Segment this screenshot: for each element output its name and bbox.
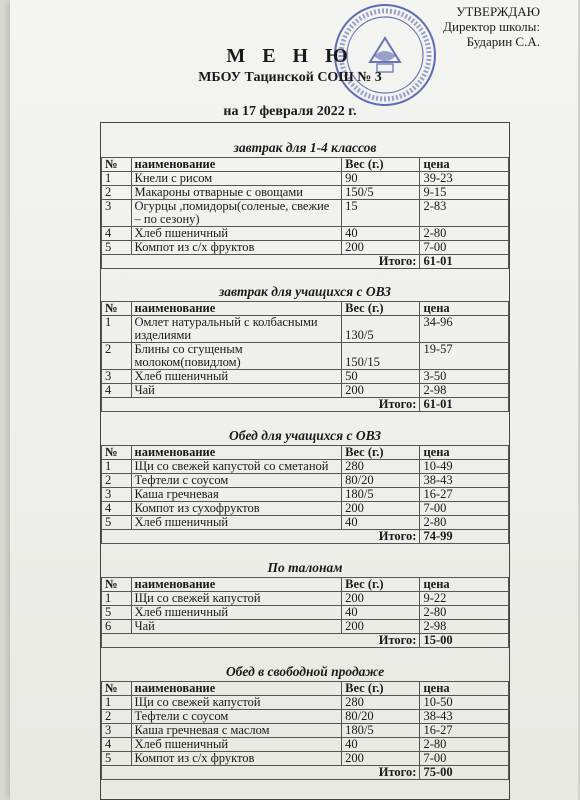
cell-name: Тефтели с соусом (131, 474, 342, 488)
table-row (102, 502, 509, 516)
menu-section (101, 427, 509, 544)
cell-no: 1 (102, 460, 132, 474)
total-row (102, 530, 509, 544)
cell-weight: 150/5 (342, 186, 420, 200)
cell-name: Щи со свежей капустой со сметаной (131, 460, 342, 474)
table-row (102, 460, 509, 474)
col-header-no: № (102, 302, 132, 316)
cell-price: 9-22 (420, 592, 509, 606)
cell-no: 5 (102, 752, 132, 766)
cell-name: Каша гречневая (131, 488, 342, 502)
col-header-weight: Вес (г.) (342, 682, 420, 696)
cell-name: Блины со сгущеным молоком(повидлом) (131, 343, 342, 370)
cell-name: Тефтели с соусом (131, 710, 342, 724)
table-row (102, 488, 509, 502)
cell-weight: 80/20 (342, 710, 420, 724)
col-header-price: цена (420, 578, 509, 592)
table-row (102, 592, 509, 606)
cell-no: 1 (102, 696, 132, 710)
menu-section (101, 559, 509, 648)
table-row (102, 696, 509, 710)
cell-price: 9-15 (420, 186, 509, 200)
table-row (102, 516, 509, 530)
table-header-row (102, 302, 509, 316)
menu-section (101, 283, 509, 412)
table-row (102, 200, 509, 227)
cell-price: 38-43 (420, 474, 509, 488)
cell-weight: 200 (342, 752, 420, 766)
section-title: завтрак для учащихся с ОВЗ (218, 284, 392, 299)
cell-name: Чай (131, 620, 342, 634)
cell-no: 2 (102, 186, 132, 200)
table-header-row (102, 158, 509, 172)
total-value: 61-01 (420, 255, 509, 269)
table-header-row (102, 446, 509, 460)
cell-name: Макароны отварные с овощами (131, 186, 342, 200)
menu-table (101, 445, 509, 544)
table-row (102, 724, 509, 738)
cell-weight: 90 (342, 172, 420, 186)
section-title: завтрак для 1-4 классов (233, 140, 377, 155)
cell-no: 2 (102, 474, 132, 488)
col-header-name: наименование (131, 682, 342, 696)
total-value: 15-00 (420, 634, 509, 648)
cell-weight: 280 (342, 696, 420, 710)
cell-name: Хлеб пшеничный (131, 516, 342, 530)
cell-weight: 130/5 (342, 316, 420, 343)
cell-price: 2-98 (420, 384, 509, 398)
menu-date: на 17 февраля 2022 г. (223, 104, 357, 119)
total-value: 74-99 (420, 530, 509, 544)
col-header-price: цена (420, 302, 509, 316)
cell-no: 2 (102, 343, 132, 370)
cell-weight: 150/15 (342, 343, 420, 370)
table-row (102, 738, 509, 752)
cell-price: 2-98 (420, 620, 509, 634)
col-header-no: № (102, 682, 132, 696)
cell-price: 3-50 (420, 370, 509, 384)
col-header-name: наименование (131, 578, 342, 592)
col-header-name: наименование (131, 158, 342, 172)
cell-weight: 40 (342, 516, 420, 530)
table-row (102, 384, 509, 398)
cell-price: 2-80 (420, 227, 509, 241)
col-header-weight: Вес (г.) (342, 302, 420, 316)
table-row (102, 710, 509, 724)
table-row (102, 606, 509, 620)
cell-weight: 200 (342, 241, 420, 255)
cell-weight: 80/20 (342, 474, 420, 488)
cell-name: Щи со свежей капустой (131, 592, 342, 606)
cell-no: 1 (102, 316, 132, 343)
school-name: МБОУ Тацинской СОШ № 3 (198, 70, 382, 85)
col-header-weight: Вес (г.) (342, 158, 420, 172)
total-row (102, 766, 509, 780)
cell-no: 1 (102, 592, 132, 606)
cell-price: 39-23 (420, 172, 509, 186)
menu-table (101, 681, 509, 780)
cell-price: 34-96 (420, 316, 509, 343)
col-header-price: цена (420, 446, 509, 460)
col-header-no: № (102, 446, 132, 460)
cell-weight: 40 (342, 227, 420, 241)
cell-price: 16-27 (420, 488, 509, 502)
total-value: 75-00 (420, 766, 509, 780)
cell-name: Каша гречневая с маслом (131, 724, 342, 738)
approve-position: Директор школы: (443, 19, 540, 34)
total-label: Итого: (102, 255, 420, 269)
table-row (102, 186, 509, 200)
cell-name: Компот из с/х фруктов (131, 241, 342, 255)
col-header-weight: Вес (г.) (342, 578, 420, 592)
col-header-name: наименование (131, 302, 342, 316)
table-row (102, 316, 509, 343)
total-row (102, 398, 509, 412)
cell-name: Компот из с/х фруктов (131, 752, 342, 766)
cell-name: Огурцы ,помидоры(соленые, свежие – по сезону) (131, 200, 342, 227)
cell-name: Компот из сухофруктов (131, 502, 342, 516)
cell-weight: 280 (342, 460, 420, 474)
cell-name: Хлеб пшеничный (131, 227, 342, 241)
cell-weight: 40 (342, 738, 420, 752)
section-title: Обед в свободной продаже (225, 664, 385, 679)
total-row (102, 255, 509, 269)
menu-table (101, 301, 509, 412)
cell-weight: 180/5 (342, 724, 420, 738)
table-row (102, 474, 509, 488)
cell-no: 4 (102, 502, 132, 516)
table-row (102, 172, 509, 186)
col-header-weight: Вес (г.) (342, 446, 420, 460)
total-label: Итого: (102, 634, 420, 648)
cell-weight: 40 (342, 606, 420, 620)
cell-name: Чай (131, 384, 342, 398)
col-header-no: № (102, 158, 132, 172)
cell-no: 6 (102, 620, 132, 634)
cell-name: Хлеб пшеничный (131, 606, 342, 620)
cell-no: 3 (102, 200, 132, 227)
cell-price: 38-43 (420, 710, 509, 724)
table-header-row (102, 578, 509, 592)
cell-no: 1 (102, 172, 132, 186)
cell-price: 2-80 (420, 516, 509, 530)
menu-frame (100, 122, 510, 800)
cell-name: Хлеб пшеничный (131, 738, 342, 752)
cell-price: 10-49 (420, 460, 509, 474)
total-label: Итого: (102, 530, 420, 544)
approve-heading: УТВЕРЖДАЮ (456, 4, 540, 19)
cell-price: 7-00 (420, 752, 509, 766)
approve-signatory: Бударин С.А. (466, 34, 540, 49)
total-value: 61-01 (420, 398, 509, 412)
col-header-name: наименование (131, 446, 342, 460)
cell-price: 2-80 (420, 738, 509, 752)
cell-no: 4 (102, 384, 132, 398)
cell-weight: 180/5 (342, 488, 420, 502)
cell-weight: 200 (342, 384, 420, 398)
cell-price: 7-00 (420, 241, 509, 255)
table-header-row (102, 682, 509, 696)
cell-weight: 200 (342, 592, 420, 606)
col-header-price: цена (420, 158, 509, 172)
table-row (102, 241, 509, 255)
table-row (102, 752, 509, 766)
cell-price: 19-57 (420, 343, 509, 370)
cell-name: Щи со свежей капустой (131, 696, 342, 710)
cell-no: 5 (102, 516, 132, 530)
approval-block (390, 4, 540, 49)
table-row (102, 343, 509, 370)
cell-no: 3 (102, 488, 132, 502)
cell-price: 10-50 (420, 696, 509, 710)
menu-section (101, 663, 509, 780)
cell-no: 2 (102, 710, 132, 724)
cell-price: 16-27 (420, 724, 509, 738)
total-label: Итого: (102, 766, 420, 780)
menu-section (101, 139, 509, 269)
cell-weight: 200 (342, 620, 420, 634)
cell-name: Кнели с рисом (131, 172, 342, 186)
menu-table (101, 577, 509, 648)
cell-no: 3 (102, 724, 132, 738)
total-label: Итого: (102, 398, 420, 412)
section-title: По талонам (267, 560, 343, 575)
cell-no: 4 (102, 227, 132, 241)
cell-price: 7-00 (420, 502, 509, 516)
cell-no: 4 (102, 738, 132, 752)
table-row (102, 370, 509, 384)
col-header-price: цена (420, 682, 509, 696)
cell-no: 5 (102, 241, 132, 255)
menu-table (101, 157, 509, 269)
cell-price: 2-80 (420, 606, 509, 620)
total-row (102, 634, 509, 648)
section-title: Обед для учащихся с ОВЗ (228, 428, 381, 443)
cell-no: 3 (102, 370, 132, 384)
cell-weight: 50 (342, 370, 420, 384)
table-row (102, 227, 509, 241)
cell-price: 2-83 (420, 200, 509, 227)
cell-weight: 15 (342, 200, 420, 227)
cell-no: 5 (102, 606, 132, 620)
cell-name: Омлет натуральный с колбасными изделиями (131, 316, 342, 343)
cell-weight: 200 (342, 502, 420, 516)
table-row (102, 620, 509, 634)
col-header-no: № (102, 578, 132, 592)
menu-title: М Е Н Ю (226, 45, 354, 67)
cell-name: Хлеб пшеничный (131, 370, 342, 384)
